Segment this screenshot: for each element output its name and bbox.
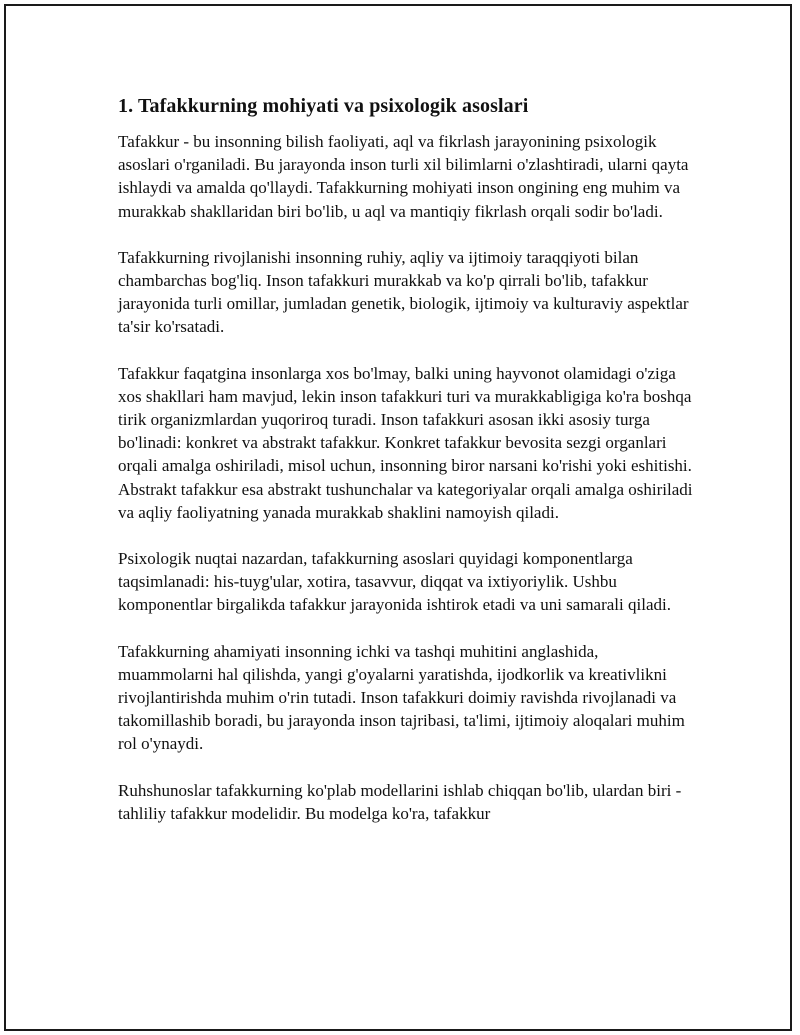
paragraph-4: Psixologik nuqtai nazardan, tafakkurning asoslari quyidagi komponentlarga taqsimlanadi: his-tuyg'ular, xotira, tasavvur, diqqat va ixtiyoriylik. Ushbu komponentlar birgalikda tafakkur jarayonida ishtirok etadi va uni samarali qiladi. [118, 549, 671, 615]
paragraph-5: Tafakkurning ahamiyati insonning ichki va tashqi muhitini anglashida, muammolarni hal qilishda, yangi g'oyalarni yaratishda, ijodkorlik va kreativlikni rivojlantirishda muhim o'rin tutadi. Inson tafakkuri doimiy ravishda rivojlanadi va takomillashib boradi, bu jarayonda inson tajribasi, ta'limi, ijtimoiy aloqalari muhim rol o'ynaydi. [118, 641, 685, 754]
paragraph-3: Tafakkur faqatgina insonlarga xos bo'lmay, balki uning hayvonot olamidagi o'ziga xos shakllari ham mavjud, lekin inson tafakkuri turi va murakkabligiga ko'ra boshqa tirik organizmlardan yuqoriroq turadi. Inson tafakkuri asosan ikki asosiy turga bo'linadi: konkret va abstrakt tafakkur. Konkret tafakkur bevosita sezgi organlari orqali amalga oshiriladi, misol uchun, insonning biror narsani ko'rishi yoki eshitishi. Abstrakt tafakkur esa abstrakt tushunchalar va kategoriyalar orqali amalga oshiriladi va aqliy faoliyatning yanada murakkab shaklini namoyish qiladi. [118, 363, 693, 522]
paragraph-6: Ruhshunoslar tafakkurning ko'plab modellarini ishlab chiqqan bo'lib, ulardan biri - tahliliy tafakkur modelidir. Bu modelga ko'ra, tafakkur [118, 780, 682, 823]
section-heading: 1. Tafakkurning mohiyati va psixologik asoslari [118, 95, 529, 117]
paragraph-2: Tafakkurning rivojlanishi insonning ruhiy, aqliy va ijtimoiy taraqqiyoti bilan chambarchas bog'liq. Inson tafakkuri murakkab va ko'p qirrali bo'lib, tafakkur jarayonida turli omillar, jumladan genetik, biologik, ijtimoiy va kulturaviy aspektlar ta'sir ko'rsatadi. [118, 247, 689, 337]
paragraph-1: Tafakkur - bu insonning bilish faoliyati, aql va fikrlash jarayonining psixologik asoslari o'rganiladi. Bu jarayonda inson turli xil bilimlarni o'zlashtiradi, ularni qayta ishlaydi va amalda qo'llaydi. Tafakkurning mohiyati inson ongining eng muhim va murakkab shakllaridan biri bo'lib, u aql va mantiqiy fikrlash orqali sodir bo'ladi. [118, 132, 689, 221]
document-body [118, 94, 693, 848]
